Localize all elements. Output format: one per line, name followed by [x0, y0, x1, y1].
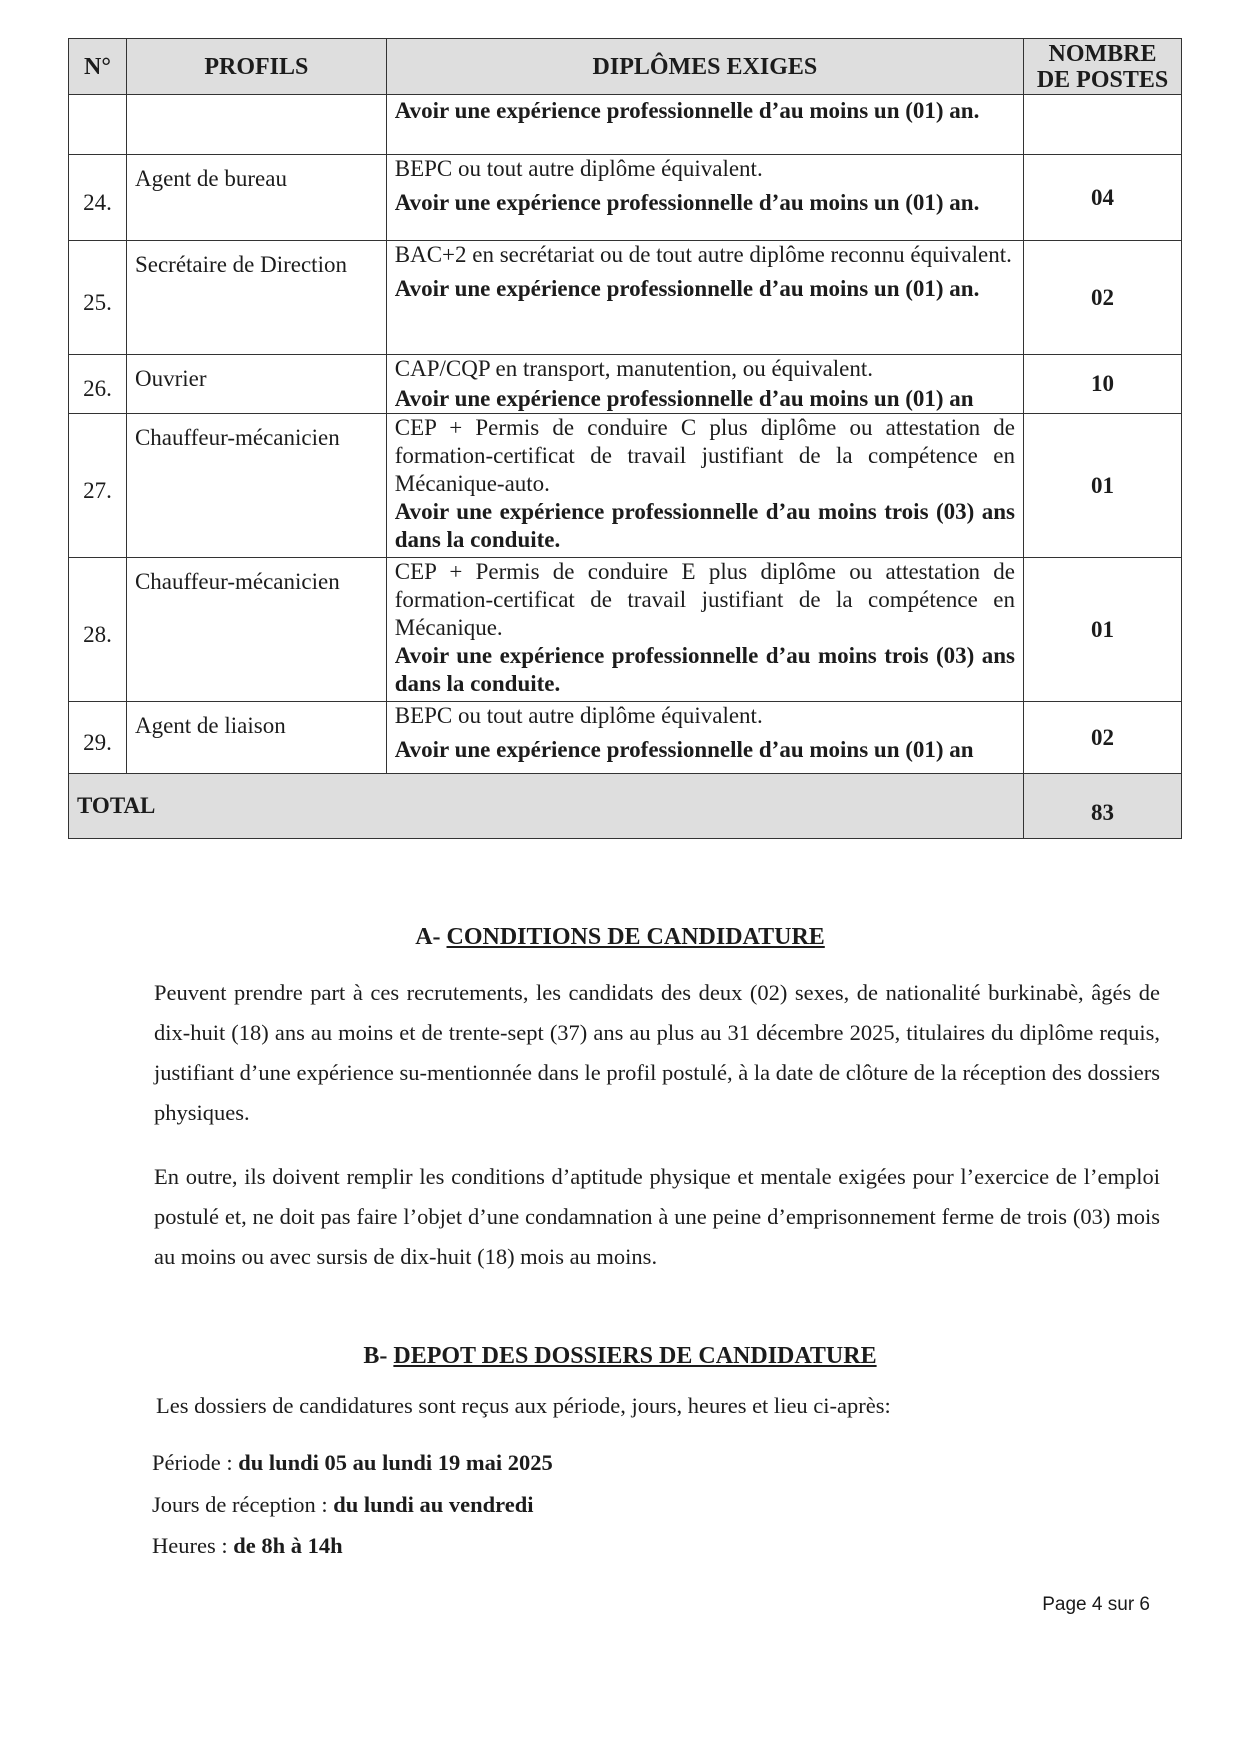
section-a-paragraph-2: En outre, ils doivent remplir les conditions d’aptitude physique et mentale exigées pour l’exercice de l’emploi postulé et, ne doit pas faire l’objet d’une condamnation à une peine d’emprisonnement ferme de trois (03) mois au moins ou avec sursis de dix-huit (18) mois au moins. — [154, 1164, 1160, 1269]
row-postes: 04 — [1024, 155, 1182, 241]
header-nombre: NOMBRE DE POSTES — [1024, 39, 1182, 95]
header-no: N° — [69, 39, 127, 95]
table-row — [69, 241, 1182, 355]
jours-line: Jours de réception : du lundi au vendredi — [152, 1492, 534, 1517]
row-profil: Agent de bureau — [126, 155, 386, 241]
row-profil: Ouvrier — [126, 355, 386, 414]
row-experience: Avoir une expérience professionnelle d’au moins un (01) an. — [394, 190, 980, 215]
periode-line: Période : du lundi 05 au lundi 19 mai 2025 — [152, 1450, 553, 1475]
section-a-paragraph-1: Peuvent prendre part à ces recrutements, les candidats des deux (02) sexes, de nationalité burkinabè, âgés de dix-huit (18) ans au moins et de trente-sept (37) ans au plus au 31 décembre 2025, titulaires du diplôme requis, justifiant d’une expérience su-mentionnée dans le profil postulé, à la date de clôture de la réception des dossiers physiques. — [154, 980, 1160, 1125]
row-number: 28. — [69, 558, 127, 702]
row-number: 29. — [69, 702, 127, 774]
row-diplome: CEP + Permis de conduire E plus diplôme ou attestation de formation-certificat de travail justifiant de la compétence en Mécanique. — [394, 559, 1016, 640]
row-experience: Avoir une expérience professionnelle d’au moins trois (03) ans dans la conduite. — [394, 643, 1016, 696]
row-experience: Avoir une expérience professionnelle d’au moins trois (03) ans dans la conduite. — [394, 499, 1016, 552]
continuation-text: Avoir une expérience professionnelle d’au moins un (01) an. — [394, 98, 980, 123]
section-a-title: A- CONDITIONS DE CANDIDATURE — [415, 924, 825, 950]
row-diplome: CAP/CQP en transport, manutention, ou équivalent. — [394, 356, 874, 381]
section-b-title: B- DEPOT DES DOSSIERS DE CANDIDATURE — [363, 1343, 877, 1369]
row-experience: Avoir une expérience professionnelle d’au moins un (01) an — [394, 386, 974, 411]
header-profils: PROFILS — [126, 39, 386, 95]
row-number: 26. — [69, 355, 127, 414]
row-postes: 02 — [1024, 702, 1182, 774]
table-header-row — [69, 39, 1182, 95]
table-row — [69, 355, 1182, 414]
row-postes: 01 — [1024, 558, 1182, 702]
row-profil: Agent de liaison — [126, 702, 386, 774]
row-profil: Chauffeur-mécanicien — [126, 558, 386, 702]
total-row — [69, 774, 1182, 839]
row-diplome: BEPC ou tout autre diplôme équivalent. — [394, 703, 763, 728]
row-profil: Secrétaire de Direction — [126, 241, 386, 355]
row-postes: 10 — [1024, 355, 1182, 414]
header-diplomes: DIPLÔMES EXIGES — [386, 39, 1023, 95]
row-experience: Avoir une expérience professionnelle d’au moins un (01) an — [394, 737, 974, 762]
row-diplome: CEP + Permis de conduire C plus diplôme ou attestation de formation-certificat de travail justifiant de la compétence en Mécanique-auto. — [394, 415, 1016, 496]
table-row — [69, 702, 1182, 774]
row-diplome: BAC+2 en secrétariat ou de tout autre diplôme reconnu équivalent. — [394, 242, 1012, 267]
table-row — [69, 414, 1182, 558]
row-experience: Avoir une expérience professionnelle d’au moins un (01) an. — [394, 276, 980, 301]
section-b-intro: Les dossiers de candidatures sont reçus aux période, jours, heures et lieu ci-après: — [156, 1393, 891, 1418]
row-profil: Chauffeur-mécanicien — [126, 414, 386, 558]
table-row-continuation — [69, 95, 1182, 155]
total-value: 83 — [1024, 774, 1182, 839]
table-row — [69, 155, 1182, 241]
total-label: TOTAL — [69, 774, 1024, 839]
row-diplome: BEPC ou tout autre diplôme équivalent. — [394, 156, 763, 181]
heures-line: Heures : de 8h à 14h — [152, 1533, 343, 1558]
row-number: 24. — [69, 155, 127, 241]
posts-table — [68, 38, 1182, 839]
row-postes: 02 — [1024, 241, 1182, 355]
row-postes: 01 — [1024, 414, 1182, 558]
row-number: 25. — [69, 241, 127, 355]
page-number: Page 4 sur 6 — [1042, 1594, 1150, 1615]
row-number: 27. — [69, 414, 127, 558]
table-row — [69, 558, 1182, 702]
